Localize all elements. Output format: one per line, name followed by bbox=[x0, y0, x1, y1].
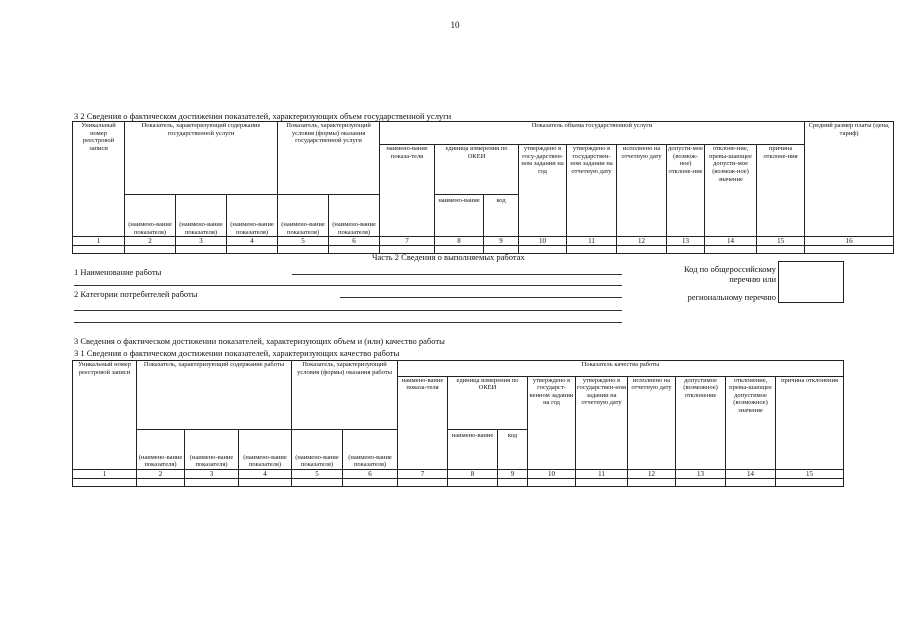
work-name-line-2 bbox=[74, 285, 622, 286]
col-number: 7 bbox=[380, 237, 435, 246]
work-name-label: 1 Наименование работы bbox=[74, 267, 162, 277]
hdr-sub-indicator: (наимено-вание показателя) bbox=[176, 195, 227, 237]
hdr-allowed-deviation: допустимое (возможное) отклонение bbox=[676, 376, 726, 469]
hdr-unit: единица измерения по ОКЕИ bbox=[435, 145, 519, 195]
hdr-excess-deviation: отклоне-ние, превы-шающее допусти-мое (возмож-ное) значение bbox=[705, 145, 757, 237]
hdr-sub-indicator: (наимено-вание показателя) bbox=[292, 429, 343, 469]
hdr-conditions-indicator: Показатель, характеризующий условия (формы) оказания государственной услуги bbox=[278, 122, 380, 145]
hdr-executed: исполнено на отчетную дату bbox=[617, 145, 667, 237]
hdr-unit-code: код bbox=[484, 195, 519, 237]
hdr-sub-indicator: (наимено-вание показателя) bbox=[278, 195, 329, 237]
col-number: 13 bbox=[667, 237, 705, 246]
hdr-indicator-name: наимено-вание показа-теля bbox=[398, 376, 448, 469]
col-number: 2 bbox=[125, 237, 176, 246]
col-number: 11 bbox=[567, 237, 617, 246]
registry-code-box bbox=[778, 261, 844, 303]
hdr-unique-number: Уникальный номер реестровой записи bbox=[73, 122, 125, 237]
col-number: 8 bbox=[435, 237, 484, 246]
consumer-categories-line-3 bbox=[74, 322, 622, 323]
col-number: 1 bbox=[73, 237, 125, 246]
col-number: 14 bbox=[726, 469, 776, 478]
col-number: 16 bbox=[805, 237, 894, 246]
col-number: 15 bbox=[757, 237, 805, 246]
col-number: 8 bbox=[448, 469, 498, 478]
col-number: 5 bbox=[292, 469, 343, 478]
hdr-unit-code: код bbox=[498, 429, 528, 469]
hdr-conditions-indicator: Показатель, характеризующий условия (формы) оказания работы bbox=[292, 361, 398, 377]
col-number: 4 bbox=[239, 469, 292, 478]
col-number: 12 bbox=[617, 237, 667, 246]
hdr-allowed-deviation: допусти-мое (возмож-ное) отклоне-ние bbox=[667, 145, 705, 237]
consumer-categories-label: 2 Категории потребителей работы bbox=[74, 289, 198, 299]
hdr-sub-indicator: (наимено-вание показателя) bbox=[239, 429, 292, 469]
hdr-approved-date: утверждено в государствен-ном задании на отчетную дату bbox=[567, 145, 617, 237]
col-number: 3 bbox=[185, 469, 239, 478]
col-number: 1 bbox=[73, 469, 137, 478]
col-number: 11 bbox=[576, 469, 628, 478]
col-number: 3 bbox=[176, 237, 227, 246]
section-3-2-title: 3 2 Сведения о фактическом достижении показателей, характеризующих объем государственной услуги bbox=[74, 111, 452, 121]
hdr-content-indicator: Показатель, характеризующий содержание государственной услуги bbox=[125, 122, 278, 145]
col-number: 6 bbox=[329, 237, 380, 246]
hdr-deviation-reason: причина отклоне-ния bbox=[757, 145, 805, 237]
hdr-sub-indicator: (наимено-вание показателя) bbox=[227, 195, 278, 237]
hdr-excess-deviation: отклонение, превы-шающее допустимое (возможное) значение bbox=[726, 376, 776, 469]
col-number: 10 bbox=[519, 237, 567, 246]
consumer-categories-line bbox=[340, 297, 622, 298]
col-number: 12 bbox=[628, 469, 676, 478]
section-3-1-title: 3 1 Сведения о фактическом достижении показателей, характеризующих качество работы bbox=[74, 348, 400, 358]
hdr-quality-group: Показатель качества работы bbox=[398, 361, 844, 377]
col-number: 15 bbox=[776, 469, 844, 478]
col-number: 2 bbox=[137, 469, 185, 478]
hdr-sub-indicator: (наимено-вание показателя) bbox=[125, 195, 176, 237]
page-number: 10 bbox=[450, 20, 460, 30]
part-2-title: Часть 2 Сведения о выполняемых работах bbox=[372, 252, 525, 262]
hdr-sub-indicator: (наимено-вание показателя) bbox=[343, 429, 398, 469]
hdr-executed: исполнено на отчетную дату bbox=[628, 376, 676, 469]
hdr-deviation-reason: причина отклонения bbox=[776, 376, 844, 469]
hdr-sub-indicator: (наимено-вание показателя) bbox=[137, 429, 185, 469]
hdr-volume-group: Показатель объема государственной услуги bbox=[380, 122, 805, 145]
hdr-approved-date: утверждено в государствен-ном задании на отчетную дату bbox=[576, 376, 628, 469]
code-label-2: перечню или bbox=[729, 274, 776, 284]
hdr-approved-year: утверждено в госу-дарствен-ном задании на год bbox=[519, 145, 567, 237]
hdr-unit-name: наимено-вание bbox=[435, 195, 484, 237]
hdr-approved-year: утверждено в государст-венном задании на год bbox=[528, 376, 576, 469]
hdr-unit-name: наимено-вание bbox=[448, 429, 498, 469]
hdr-unit: единица измерения по ОКЕИ bbox=[448, 376, 528, 429]
hdr-indicator-name: наимено-вание показа-теля bbox=[380, 145, 435, 237]
col-number: 7 bbox=[398, 469, 448, 478]
section-3-title: 3 Сведения о фактическом достижении показателей, характеризующих объем и (или) качество работы bbox=[74, 336, 445, 346]
hdr-avg-fee: Средний размер платы (цена, тариф) bbox=[805, 122, 894, 237]
volume-table bbox=[72, 121, 894, 254]
col-number: 5 bbox=[278, 237, 329, 246]
code-label-3: региональному перечню bbox=[687, 292, 776, 302]
hdr-content-indicator: Показатель, характеризующий содержание работы bbox=[137, 361, 292, 377]
hdr-sub-indicator: (наимено-вание показателя) bbox=[329, 195, 380, 237]
col-number: 9 bbox=[484, 237, 519, 246]
col-number: 6 bbox=[343, 469, 398, 478]
col-number: 14 bbox=[705, 237, 757, 246]
col-number: 13 bbox=[676, 469, 726, 478]
consumer-categories-line-2 bbox=[74, 310, 622, 311]
col-number: 9 bbox=[498, 469, 528, 478]
hdr-unique-number: Уникальный номер реестровой записи bbox=[73, 361, 137, 470]
col-number: 10 bbox=[528, 469, 576, 478]
hdr-sub-indicator: (наимено-вание показателя) bbox=[185, 429, 239, 469]
work-name-line bbox=[292, 274, 622, 275]
col-number: 4 bbox=[227, 237, 278, 246]
code-label-1: Код по общероссийскому bbox=[683, 264, 776, 274]
quality-table bbox=[72, 360, 844, 487]
